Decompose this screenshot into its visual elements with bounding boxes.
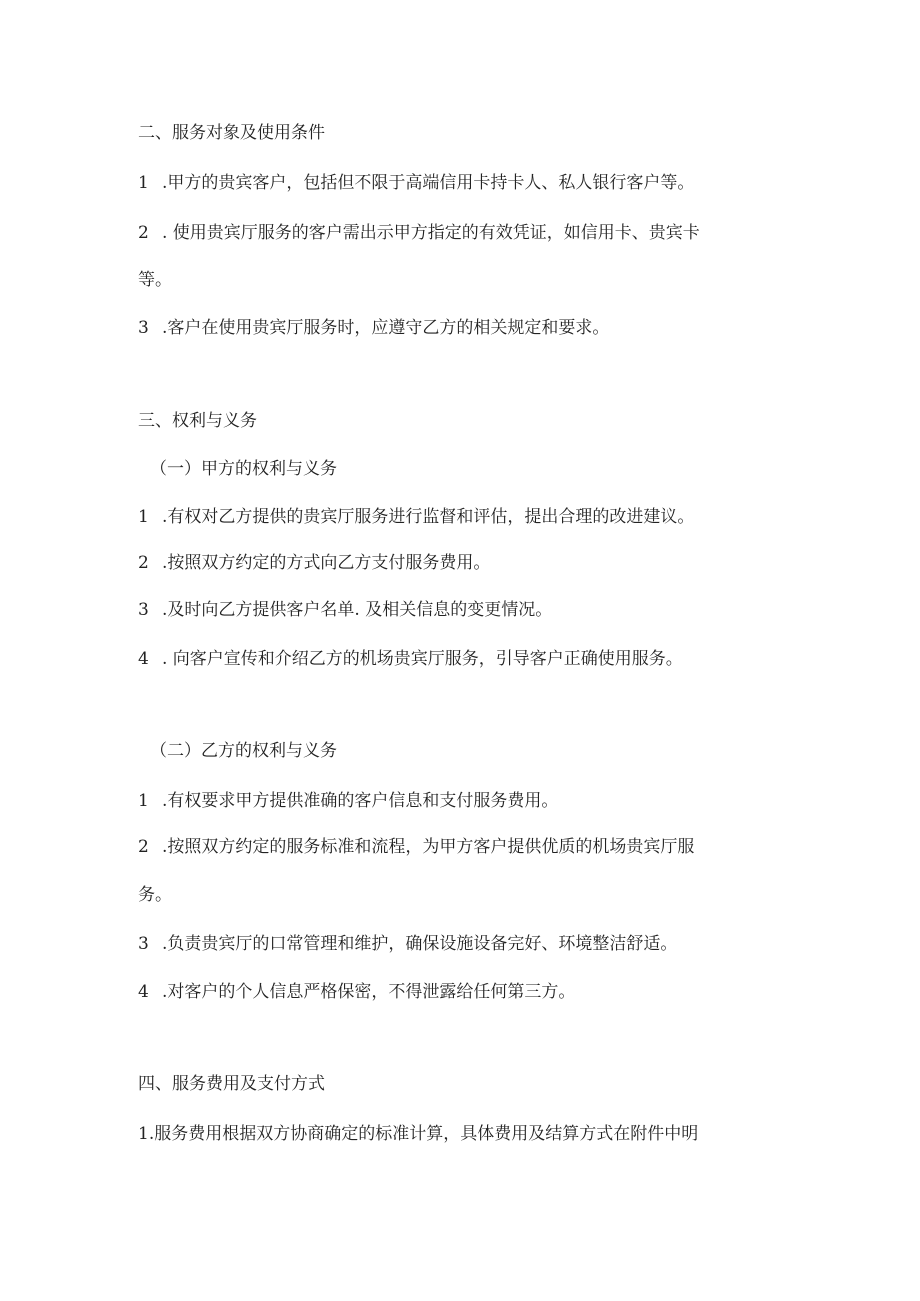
section-3-part-b-item-2-continuation: 务。 (138, 885, 172, 905)
section-3-part-a-item-2 (138, 551, 490, 575)
item-number: 4 (138, 982, 149, 1002)
item-number: 1 (138, 173, 149, 193)
item-number: 2 (138, 223, 149, 243)
section-3-part-b-heading: （二）乙方的权利与义务 (150, 741, 337, 761)
item-number: 2 (138, 553, 149, 573)
section-2-item-1 (138, 171, 694, 195)
section-3-part-b-item-1 (138, 789, 558, 813)
item-number: 4 (138, 649, 149, 669)
item-text: . 使用贵宾厅服务的客户需出示甲方指定的有效凭证，如信用卡、贵宾卡 (162, 223, 700, 243)
section-3-part-b-item-2 (138, 835, 694, 859)
item-number: 3 (138, 600, 149, 620)
section-2-item-3 (138, 316, 609, 340)
section-4-heading: 四、服务费用及支付方式 (138, 1074, 325, 1094)
section-3-part-a-item-3 (138, 598, 552, 622)
section-2-item-2-continuation: 等。 (138, 270, 172, 290)
item-number: 3 (138, 318, 149, 338)
item-number: 2 (138, 837, 149, 857)
item-text: .甲方的贵宾客户，包括但不限于高端信用卡持卡人、私人银行客户等。 (162, 173, 695, 193)
section-2-item-2 (138, 221, 700, 245)
item-number: 1 (138, 791, 149, 811)
item-number: 3 (138, 934, 149, 954)
section-3-part-b-item-4 (138, 980, 575, 1004)
item-text: .按照双方约定的服务标准和流程，为甲方客户提供优质的机场贵宾厅服 (162, 837, 695, 857)
section-4-item-1: 1.服务费用根据双方协商确定的标准计算，具体费用及结算方式在附件中明 (138, 1124, 699, 1144)
item-text: . 向客户宣传和介绍乙方的机场贵宾厅服务，引导客户正确使用服务。 (162, 649, 683, 669)
item-text: .有权对乙方提供的贵宾厅服务进行监督和评估，提出合理的改进建议。 (162, 507, 695, 527)
section-3-part-a-heading: （一）甲方的权利与义务 (150, 459, 337, 479)
item-text: .及时向乙方提供客户名单. 及相关信息的变更情况。 (162, 600, 553, 620)
section-2-heading: 二、服务对象及使用条件 (138, 123, 325, 143)
item-text: .客户在使用贵宾厅服务时，应遵守乙方的相关规定和要求。 (162, 318, 610, 338)
item-number: 1 (138, 507, 149, 527)
section-3-part-a-item-1 (138, 505, 694, 529)
section-3-heading: 三、权利与义务 (138, 411, 257, 431)
item-text: .对客户的个人信息严格保密，不得泄露给任何第三方。 (162, 982, 576, 1002)
item-text: .按照双方约定的方式向乙方支付服务费用。 (162, 553, 491, 573)
item-text: .有权要求甲方提供准确的客户信息和支付服务费用。 (162, 791, 559, 811)
section-3-part-a-item-4 (138, 647, 683, 671)
section-3-part-b-item-3 (138, 932, 677, 956)
item-text: .负责贵宾厅的口常管理和维护，确保设施设备完好、环境整洁舒适。 (162, 934, 678, 954)
